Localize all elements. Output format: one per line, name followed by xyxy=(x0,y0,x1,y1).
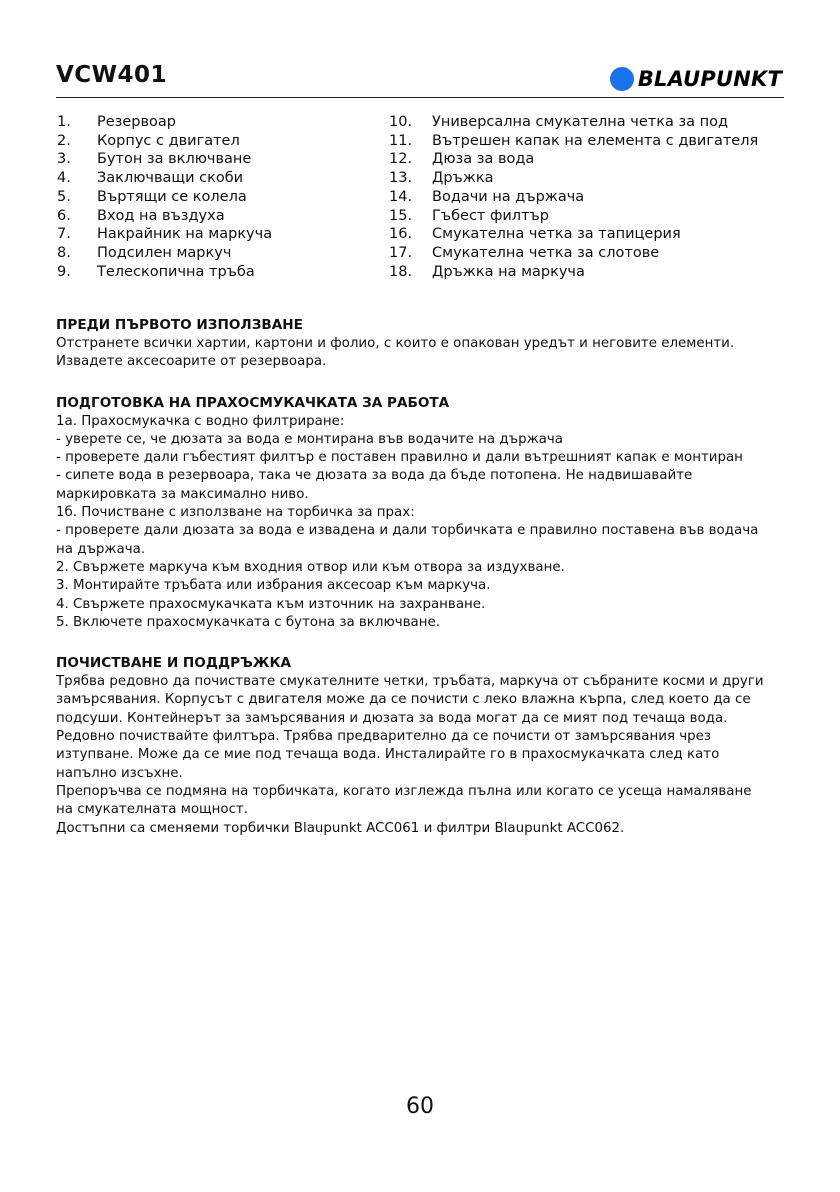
text-line: 5. Включете прахосмукачката с бутона за включване. xyxy=(56,614,440,630)
text-line: Достъпни са сменяеми торбички Blaupunkt ACC061 и филтри Blaupunkt ACC062. xyxy=(56,820,625,836)
part-item xyxy=(57,188,357,207)
text-line: 4. Свържете прахосмукачката към източник на захранване. xyxy=(56,596,486,612)
brand-dot-icon xyxy=(610,67,634,91)
text-line: - проверете дали гъбестият филтър е поставен правилно и дали вътрешният капак е монтиран xyxy=(56,450,743,466)
text-line: 3. Монтирайте тръбата или избрания аксесоар към маркуча. xyxy=(56,578,491,594)
part-number: 7. xyxy=(57,226,71,243)
parts-list-right xyxy=(389,113,789,281)
part-item xyxy=(57,113,357,132)
part-number: 3. xyxy=(57,151,71,168)
text-line: 2. Свържете маркуча към входния отвор или към отвора за издухване. xyxy=(56,559,565,575)
part-item xyxy=(57,150,357,169)
text-line: Редовно почиствайте филтъра. Трябва предварително да се почисти от замърсявания чрез xyxy=(56,729,712,745)
part-label: Универсална смукателна четка за под xyxy=(432,114,729,130)
text-line: Препоръчва се подмяна на торбичката, когато изглежда пълна или когато се усеща намаляване xyxy=(56,783,752,799)
part-item xyxy=(57,225,357,244)
part-number: 14. xyxy=(389,188,413,205)
text-line: на държача. xyxy=(56,541,146,557)
part-item xyxy=(57,244,357,263)
part-item xyxy=(57,169,357,188)
part-item xyxy=(389,169,789,188)
section-preparation xyxy=(56,394,796,633)
part-label: Гъбест филтър xyxy=(432,207,549,224)
part-number: 10. xyxy=(389,114,413,130)
part-label: Корпус с двигател xyxy=(97,132,240,149)
text-line: 1а. Прахосмукачка с водно филтриране: xyxy=(56,413,345,429)
part-label: Водачи на държача xyxy=(432,188,585,205)
part-number: 2. xyxy=(57,132,71,149)
part-item xyxy=(57,132,357,151)
part-item xyxy=(57,207,357,226)
parts-list-left xyxy=(57,113,357,281)
part-item xyxy=(389,263,789,282)
text-line: маркировката за максимално ниво. xyxy=(56,486,309,502)
part-item xyxy=(389,225,789,244)
part-number: 6. xyxy=(57,207,71,224)
part-label: Въртящи се колела xyxy=(97,188,247,205)
brand-logo xyxy=(610,66,782,92)
text-line: напълно изсъхне. xyxy=(56,765,183,781)
part-number: 5. xyxy=(57,188,71,205)
part-number: 15. xyxy=(389,207,413,224)
text-line: - сипете вода в резервоара, така че дюзата за вода да бъде потопена. Не надвишавайте xyxy=(56,468,693,484)
text-line: Отстранете всички хартии, картони и фолио, с които е опакован уредът и неговите елементи. xyxy=(56,336,735,351)
section-before-first-use xyxy=(56,316,796,372)
part-number: 11. xyxy=(389,132,413,149)
part-number: 12. xyxy=(389,151,413,168)
part-label: Подсилен маркуч xyxy=(97,244,232,261)
part-label: Заключващи скоби xyxy=(97,170,244,187)
header-divider xyxy=(56,97,784,98)
part-number: 8. xyxy=(57,244,71,261)
text-line: подсуши. Контейнерът за замърсявания и дюзата за вода могат да се мият под течаща вода. xyxy=(56,710,728,726)
text-line: замърсявания. Корпусът с двигателя може да се почисти с леко влажна кърпа, след което да се xyxy=(56,692,751,708)
part-number: 18. xyxy=(389,263,413,280)
part-number: 9. xyxy=(57,263,71,280)
part-item xyxy=(389,188,789,207)
part-label: Смукателна четка за слотове xyxy=(432,244,660,261)
part-label: Вътрешен капак на елемента с двигателя xyxy=(432,132,759,149)
part-number: 17. xyxy=(389,244,413,261)
part-label: Смукателна четка за тапицерия xyxy=(432,226,681,243)
part-label: Вход на въздуха xyxy=(97,207,225,224)
page-number: 60 xyxy=(406,1094,434,1119)
part-label: Резервоар xyxy=(97,114,177,130)
text-line: - проверете дали дюзата за вода е извадена и дали торбичката е правилно поставена във водача xyxy=(56,523,759,539)
text-line: Извадете аксесоарите от резервоара. xyxy=(56,354,327,370)
text-line: - уверете се, че дюзата за вода е монтирана във водачите на държача xyxy=(56,431,563,447)
part-number: 13. xyxy=(389,170,413,187)
text-line: на смукателната мощност. xyxy=(56,802,248,818)
section-title: ПОДГОТОВКА НА ПРАХОСМУКАЧКАТА ЗА РАБОТА xyxy=(56,394,450,411)
model-name: VCW401 xyxy=(56,62,168,88)
section-title: ПОЧИСТВАНЕ И ПОДДРЪЖКА xyxy=(56,655,292,672)
part-item xyxy=(389,132,789,151)
part-number: 1. xyxy=(57,114,71,130)
section-title: ПРЕДИ ПЪРВОТО ИЗПОЛЗВАНЕ xyxy=(56,317,303,333)
part-item xyxy=(389,244,789,263)
text-line: изтупване. Може да се мие под течаща вода. Инсталирайте го в прахосмукачката след като xyxy=(56,747,720,763)
part-label: Накрайник на маркуча xyxy=(97,226,273,243)
document-body xyxy=(56,316,796,860)
brand-name: BLAUPUNKT xyxy=(637,67,782,91)
part-item xyxy=(389,113,789,132)
part-label: Дръжка xyxy=(432,170,494,187)
part-item xyxy=(389,207,789,226)
part-label: Дюза за вода xyxy=(432,151,535,168)
text-line: 1б. Почистване с използване на торбичка за прах: xyxy=(56,505,415,521)
part-number: 16. xyxy=(389,226,413,243)
part-item xyxy=(389,150,789,169)
text-line: Трябва редовно да почиствате смукателните четки, тръбата, маркуча от събраните косми и други xyxy=(56,674,764,690)
section-cleaning-maintenance xyxy=(56,654,796,838)
part-label: Дръжка на маркуча xyxy=(432,263,585,280)
part-label: Бутон за включване xyxy=(97,151,252,168)
part-number: 4. xyxy=(57,170,71,187)
part-label: Телескопична тръба xyxy=(97,263,255,280)
part-item xyxy=(57,263,357,282)
